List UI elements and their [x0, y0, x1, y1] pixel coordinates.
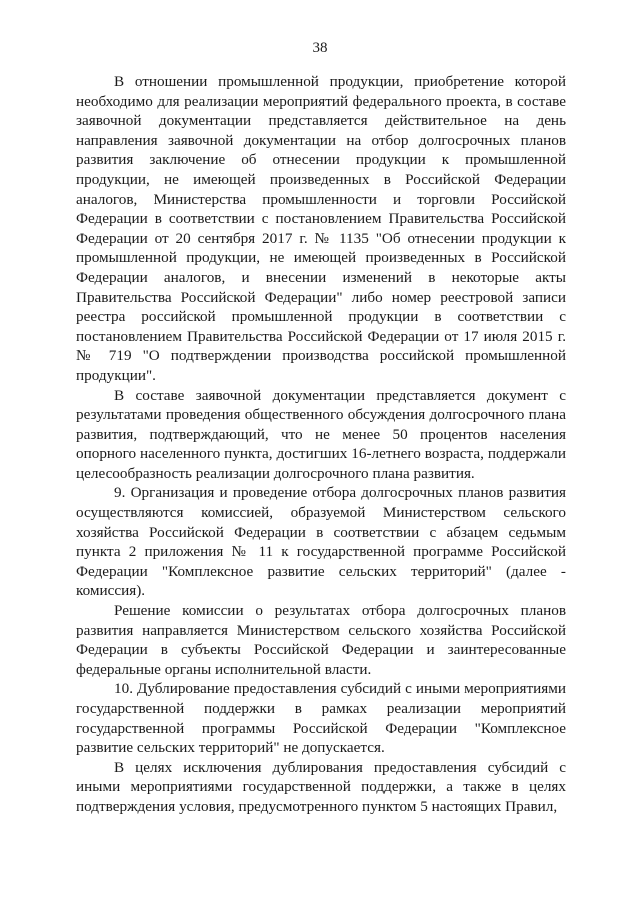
document-body [76, 72, 566, 817]
paragraph-commission-decision: Решение комиссии о результатах отбора долгосрочных планов развития направляется Министерством сельского хозяйства Российской Федерации в субъекты Российской Федерации и заинтересованные федеральные органы исполнительной власти. [76, 602, 566, 678]
paragraph-item-9-commission: 9. Организация и проведение отбора долгосрочных планов развития осуществляются комиссией, образуемой Министерством сельского хозяйства Российской Федерации в соответствии с абзацем седьмым пункта 2 приложения № 11 к государственной программе Российской Федерации "Комплексное развитие сельских территорий" (далее - комиссия). [76, 484, 566, 600]
paragraph-industrial-products: В отношении промышленной продукции, приобретение которой необходимо для реализации мероприятий федерального проекта, в составе заявочной документации представляется действительное на день направления заявочной документации на отбор долгосрочных планов развития заключение об отнесении продукции к промышленной продукции, не имеющей произведенных в Российской Федерации аналогов, Министерства промышленности и торговли Российской Федерации в соответствии с постановлением Правительства Российской Федерации от 20 сентября 2017 г. № 1135 "Об отнесении продукции к промышленной продукции, не имеющей произведенных в Российской Федерации аналогов, и внесении изменений в некоторые акты Правительства Российской Федерации" либо номер реестровой записи реестра российской промышленной продукции в соответствии с постановлением Правительства Российской Федерации от 17 июля 2015 г. № 719 "О подтверждении производства российской промышленной продукции". [76, 73, 566, 384]
paragraph-duplication-exclusion: В целях исключения дублирования предоставления субсидий с иными мероприятиями государственной поддержки, а также в целях подтверждения условия, предусмотренного пунктом 5 настоящих Правил, [76, 758, 566, 815]
paragraph-public-discussion: В составе заявочной документации представляется документ с результатами проведения общественного обсуждения долгосрочного плана развития, подтверждающий, что не менее 50 процентов населения опорного населенного пункта, достигших 16-летнего возраста, поддержали целесообразность реализации долгосрочного плана развития. [76, 386, 566, 482]
page-number: 38 [312, 40, 328, 56]
paragraph-item-10-duplication: 10. Дублирование предоставления субсидий с иными мероприятиями государственной поддержки в рамках реализации мероприятий государственной программы Российской Федерации "Комплексное развитие сельских территорий" не допускается. [76, 680, 566, 757]
